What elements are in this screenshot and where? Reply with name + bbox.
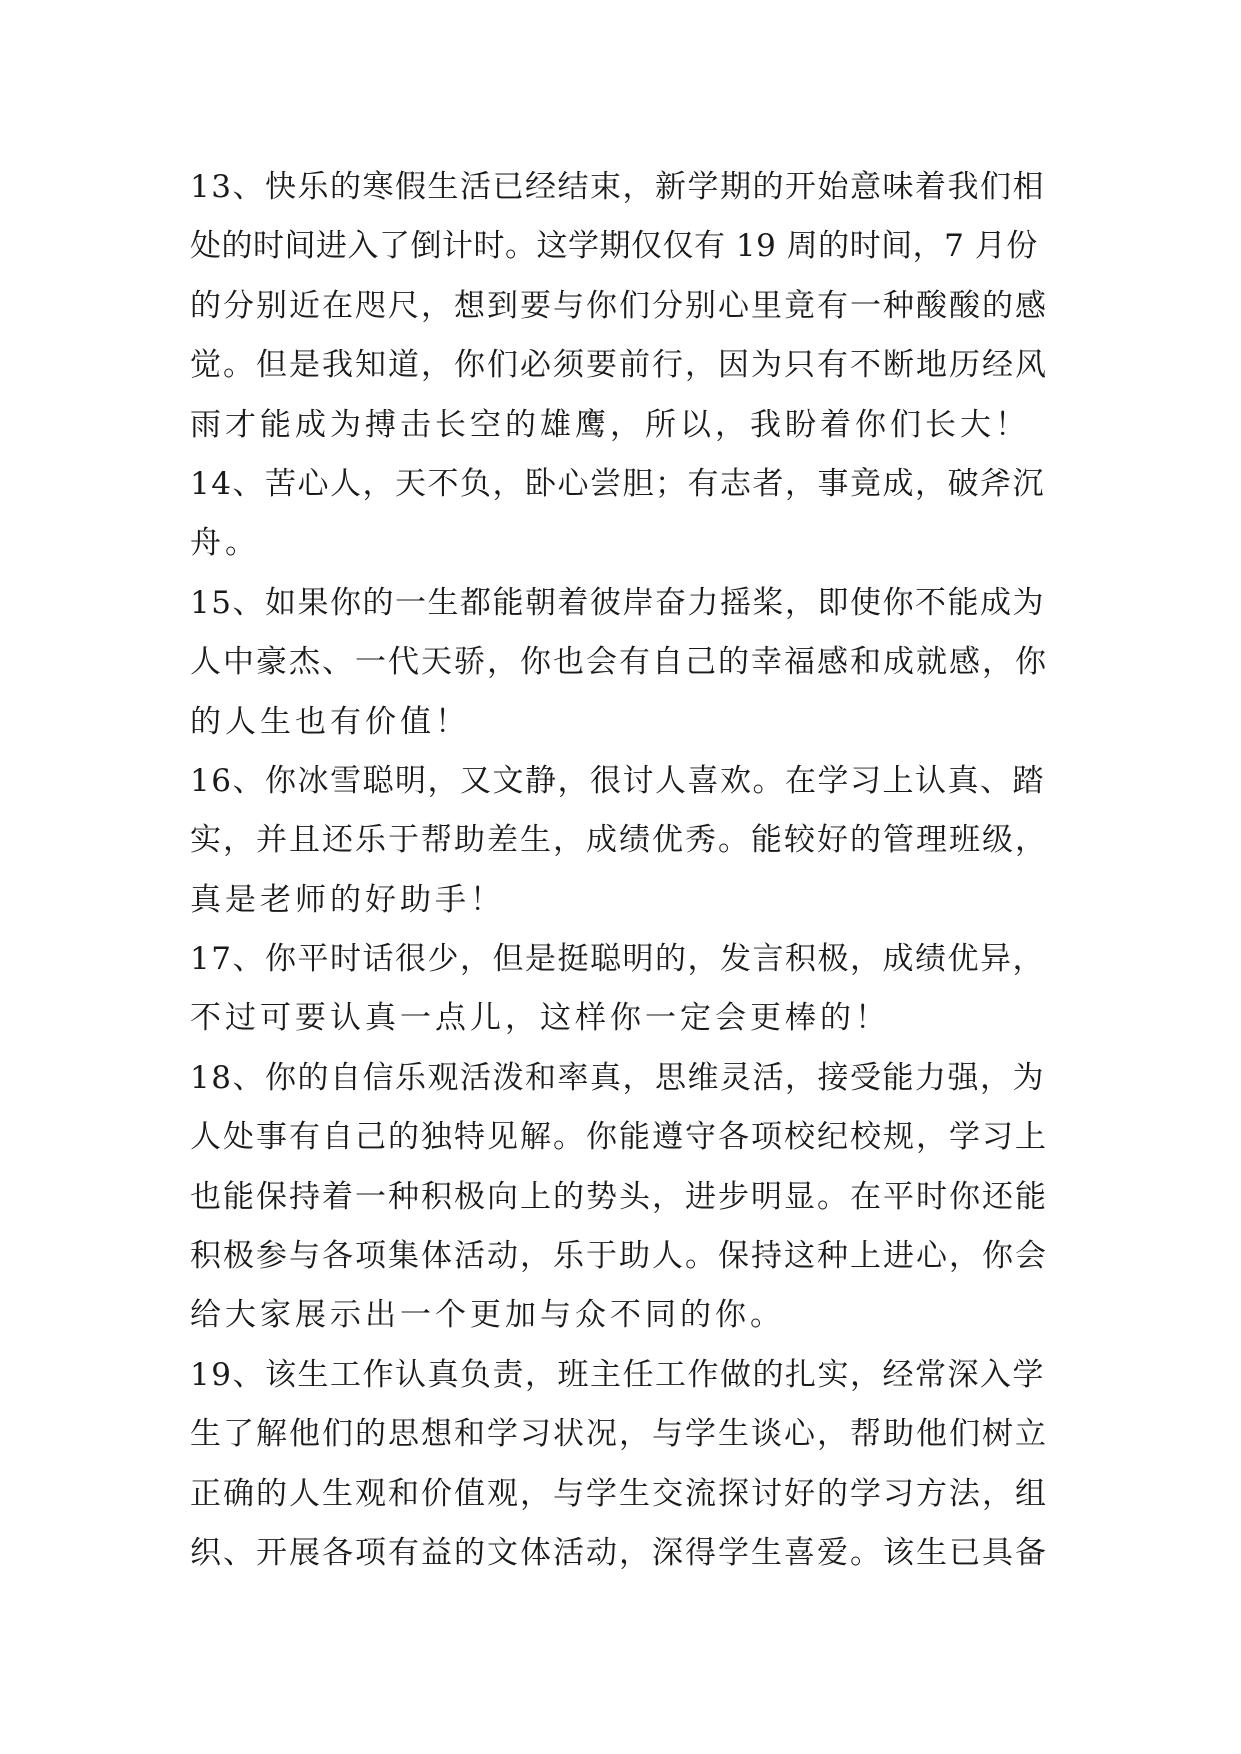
text-line: 18、你的自信乐观活泼和率真，思维灵活，接受能力强，为 [190, 1059, 1045, 1096]
document-body [190, 158, 1052, 1583]
text-line: 雨才能成为搏击长空的雄鹰，所以，我盼着你们长大！ [190, 406, 1030, 443]
text-line: 生了解他们的思想和学习状况，与学生谈心，帮助他们树立 [190, 1416, 1048, 1453]
text-line: 17、你平时话很少，但是挺聪明的，发言积极，成绩优异， [190, 941, 1045, 978]
text-line: 处的时间进入了倒计时。这学期仅仅有 19 周的时间，7 月份 [190, 228, 1038, 265]
text-line: 人处事有自己的独特见解。你能遵守各项校纪校规，学习上 [190, 1119, 1048, 1156]
text-line: 15、如果你的一生都能朝着彼岸奋力摇桨，即使你不能成为 [190, 584, 1045, 621]
text-line: 人中豪杰、一代天骄，你也会有自己的幸福感和成就感，你 [190, 644, 1048, 681]
text-line: 觉。但是我知道，你们必须要前行，因为只有不断地历经风 [190, 347, 1048, 384]
text-line: 真是老师的好助手！ [190, 881, 505, 918]
text-line: 16、你冰雪聪明，又文静，很讨人喜欢。在学习上认真、踏 [190, 762, 1045, 799]
text-line: 的人生也有价值！ [190, 703, 470, 740]
text-line: 正确的人生观和价值观，与学生交流探讨好的学习方法，组 [190, 1475, 1048, 1512]
text-line: 不过可要认真一点儿，这样你一定会更棒的！ [190, 1000, 890, 1037]
text-line: 也能保持着一种积极向上的势头，进步明显。在平时你还能 [190, 1178, 1048, 1215]
text-line: 14、苦心人，天不负，卧心尝胆；有志者，事竟成，破斧沉 [190, 465, 1045, 502]
text-line: 给大家展示出一个更加与众不同的你。 [190, 1297, 785, 1334]
text-line: 19、该生工作认真负责，班主任工作做的扎实，经常深入学 [190, 1356, 1045, 1393]
text-line: 积极参与各项集体活动，乐于助人。保持这种上进心，你会 [190, 1238, 1048, 1275]
text-line: 织、开展各项有益的文体活动，深得学生喜爱。该生已具备 [190, 1534, 1048, 1571]
text-line: 舟。 [190, 525, 260, 562]
text-line: 13、快乐的寒假生活已经结束，新学期的开始意味着我们相 [190, 169, 1045, 205]
text-line: 的分别近在咫尺，想到要与你们分别心里竟有一种酸酸的感 [190, 287, 1048, 324]
text-line: 实，并且还乐于帮助差生，成绩优秀。能较好的管理班级， [190, 822, 1048, 859]
